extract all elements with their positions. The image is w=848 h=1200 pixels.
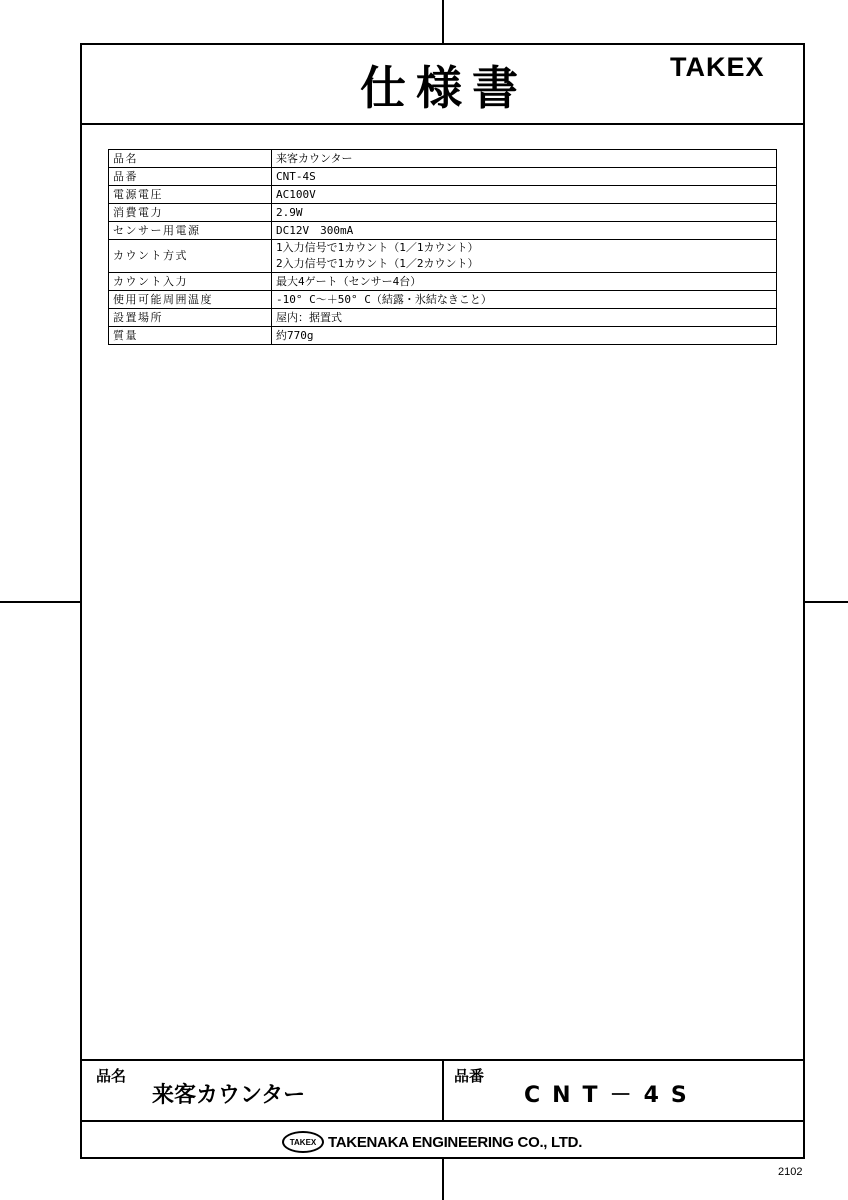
spec-value: 約770g xyxy=(272,327,777,345)
footer-name-label: 品名 xyxy=(96,1067,127,1085)
spec-value: 最大4ゲート（センサー4台） xyxy=(272,273,777,291)
company-name: TAKENAKA ENGINEERING CO., LTD. xyxy=(328,1133,583,1151)
brand-logo: TAKEX xyxy=(670,52,765,82)
spec-value: 来客カウンター xyxy=(272,150,777,168)
spec-label: 電源電圧 xyxy=(109,186,272,204)
spec-value-line: 1入力信号で1カウント（1／1カウント） xyxy=(276,241,479,254)
spec-value: DC12V 300mA xyxy=(272,222,777,240)
spec-value: 2.9W xyxy=(272,204,777,222)
spec-value-line: 2入力信号で1カウント（1／2カウント） xyxy=(276,257,479,270)
document-number: 2102 xyxy=(778,1166,803,1178)
crop-mark-top xyxy=(442,0,444,43)
spec-value: AC100V xyxy=(272,186,777,204)
table-row xyxy=(109,240,777,273)
spec-label: 品番 xyxy=(109,168,272,186)
spec-label: 設置場所 xyxy=(109,309,272,327)
table-row xyxy=(109,309,777,327)
spec-value: -10° C～＋50° C（結露・氷結なきこと） xyxy=(272,291,777,309)
table-row xyxy=(109,273,777,291)
spec-value: CNT-4S xyxy=(272,168,777,186)
crop-mark-left xyxy=(0,601,80,603)
page-title: 仕様書 xyxy=(360,61,528,115)
company-logo: TAKEX xyxy=(282,1131,324,1153)
crop-mark-bottom xyxy=(442,1159,444,1200)
footer-code-value: CNT－4S xyxy=(524,1083,699,1108)
spec-label: 質量 xyxy=(109,327,272,345)
footer-code-label: 品番 xyxy=(454,1067,485,1085)
spec-label: センサー用電源 xyxy=(109,222,272,240)
spec-value xyxy=(272,240,777,273)
spec-table xyxy=(108,149,777,345)
spec-label: 品名 xyxy=(109,150,272,168)
footer-divider-bottom xyxy=(80,1120,805,1122)
spec-value: 屋内：据置式 xyxy=(272,309,777,327)
table-row xyxy=(109,327,777,345)
spec-label: 使用可能周囲温度 xyxy=(109,291,272,309)
footer-name-value: 来客カウンター xyxy=(152,1083,306,1108)
table-row xyxy=(109,291,777,309)
spec-label: カウント入力 xyxy=(109,273,272,291)
table-row xyxy=(109,204,777,222)
table-row xyxy=(109,168,777,186)
company-block xyxy=(282,1131,582,1153)
spec-label: カウント方式 xyxy=(109,240,272,273)
crop-mark-right xyxy=(805,601,848,603)
table-row xyxy=(109,222,777,240)
footer-divider-mid xyxy=(442,1059,444,1121)
table-row xyxy=(109,150,777,168)
table-row xyxy=(109,186,777,204)
spec-label: 消費電力 xyxy=(109,204,272,222)
header-divider xyxy=(80,123,805,125)
